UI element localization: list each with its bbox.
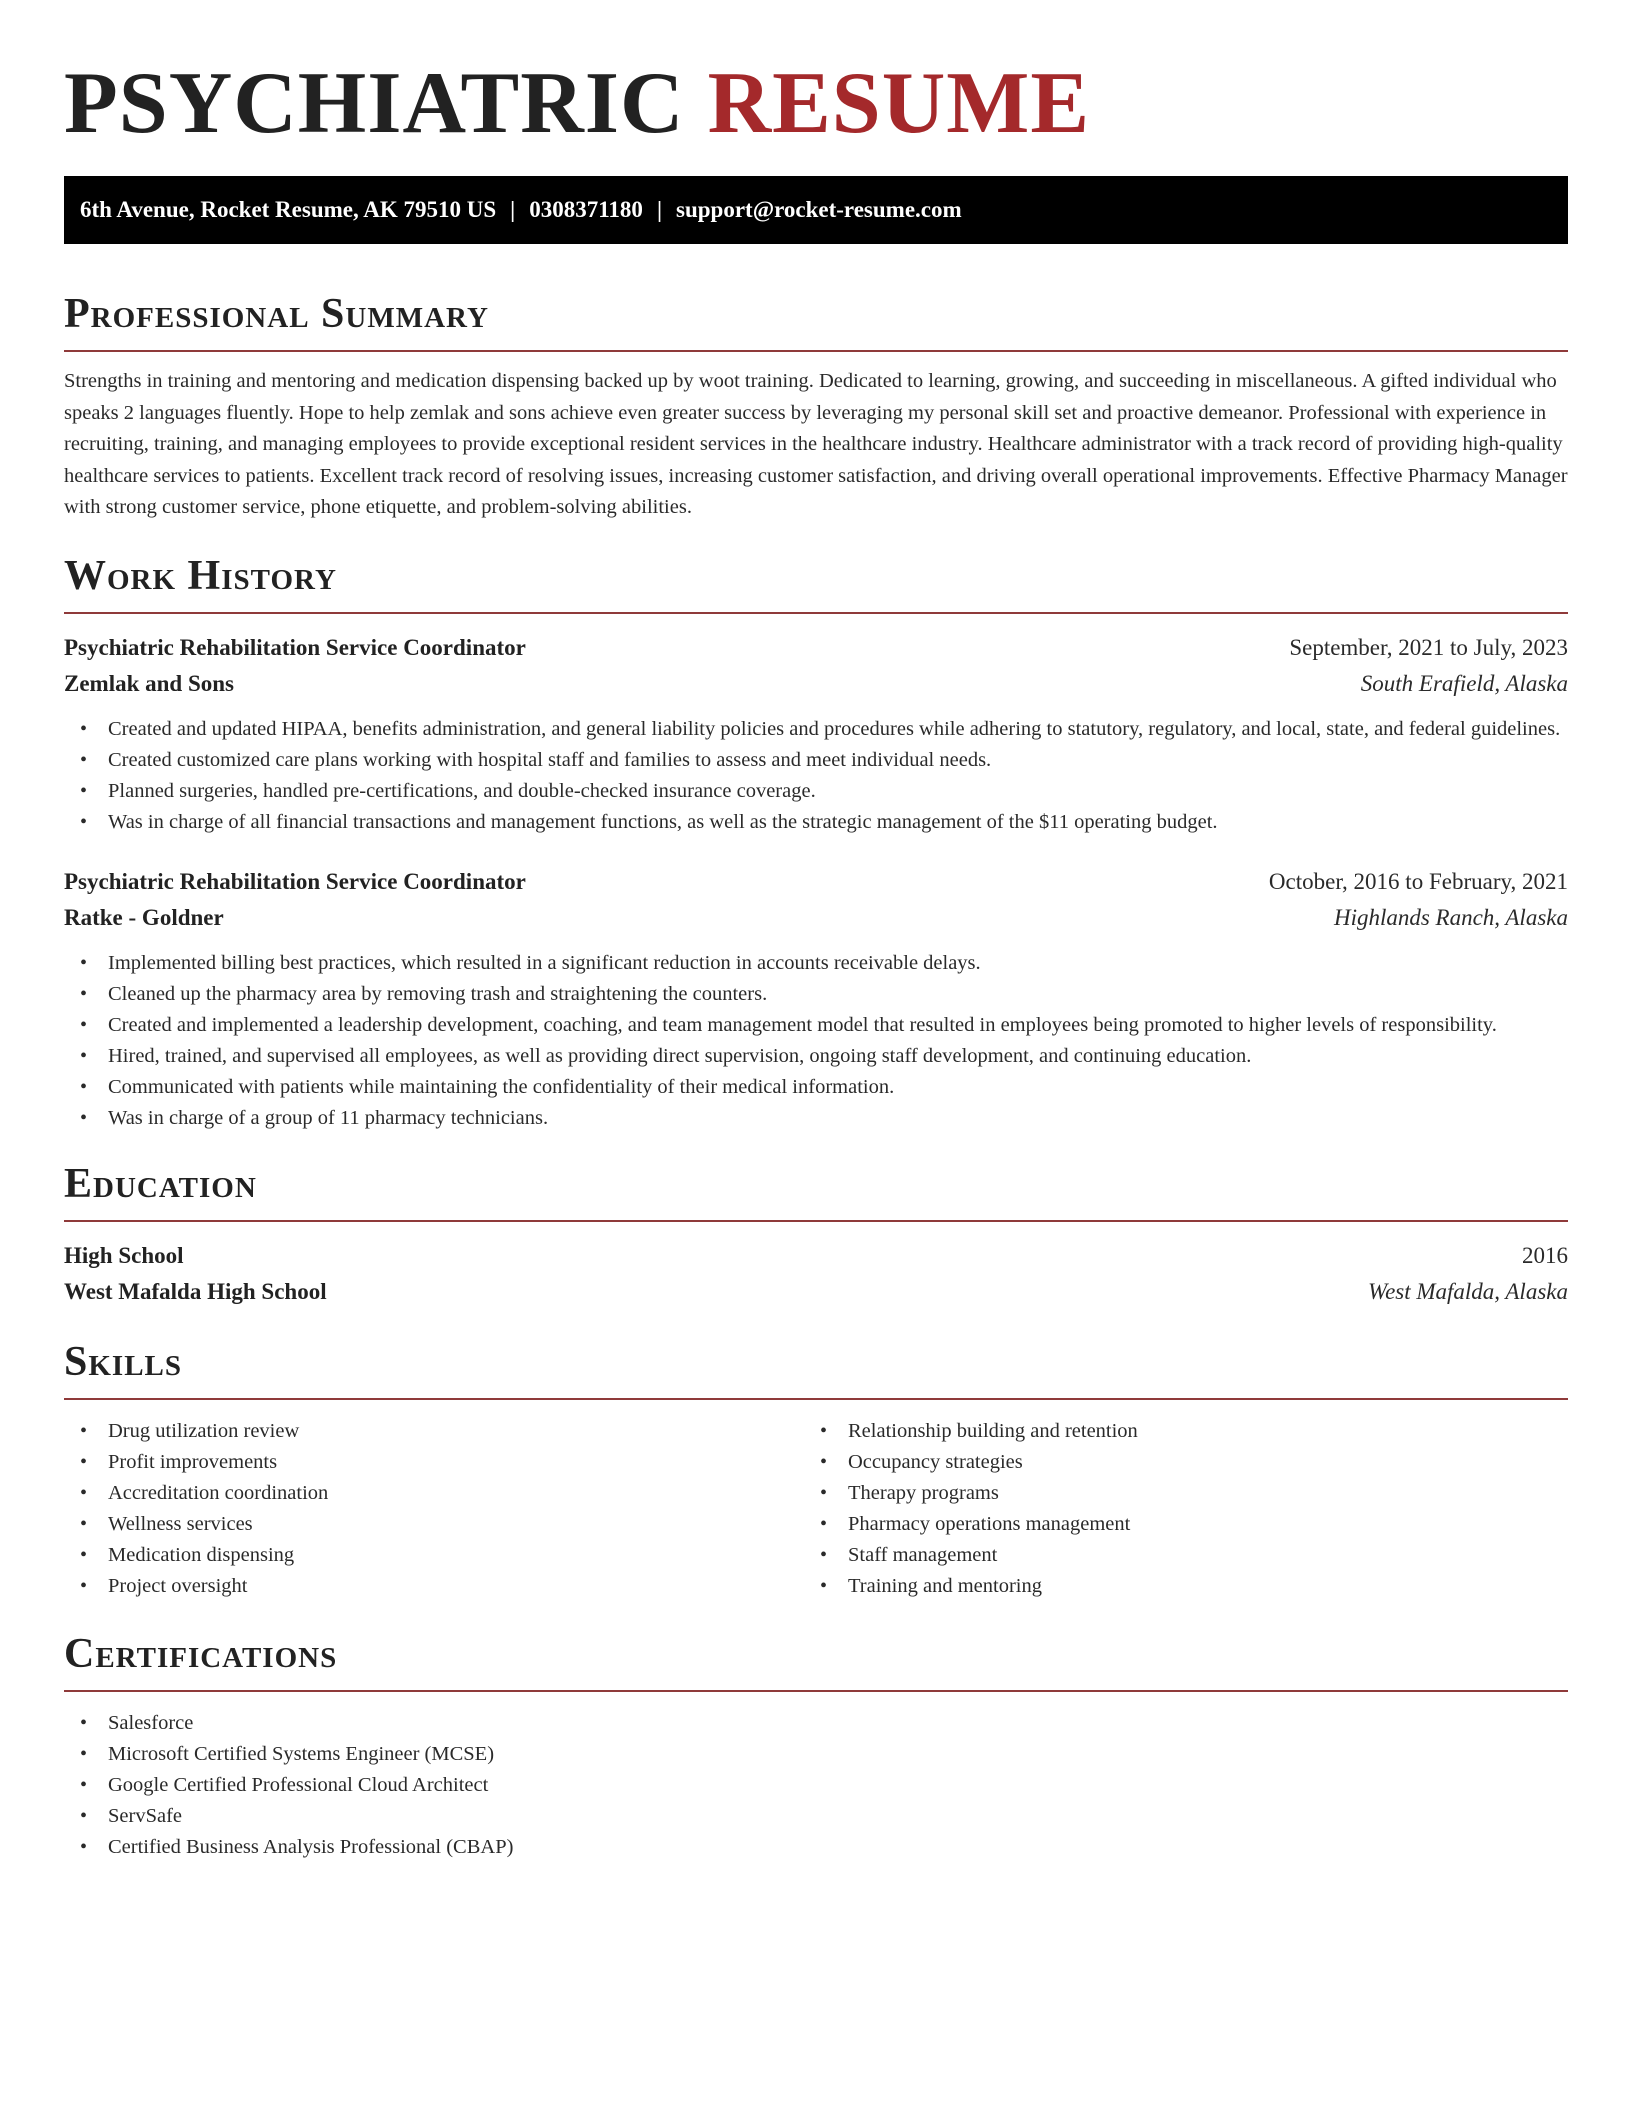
list-item: • Implemented billing best practices, which resulted in a significant reduction in accounts receivable delays. (64, 948, 1568, 979)
job-entry (64, 864, 1568, 1134)
company-name: Ratke - Goldner (64, 904, 224, 930)
certification-item: • Microsoft Certified Systems Engineer (MCSE) (64, 1739, 1568, 1770)
section-divider (64, 612, 1568, 614)
job-dates: September, 2021 to July, 2023 (1289, 634, 1568, 660)
certifications-section (64, 1628, 1568, 1863)
skill-item: • Medication dispensing (64, 1540, 804, 1571)
list-item: • Created and implemented a leadership development, coaching, and team management model that resulted in employees being promoted to higher levels of responsibility. (64, 1010, 1568, 1041)
title-main: PSYCHIATRIC (64, 55, 685, 152)
skills-section (64, 1336, 1568, 1602)
section-title-education: Education (64, 1160, 257, 1207)
education-year: 2016 (1522, 1242, 1568, 1268)
section-title-work-history: Work History (64, 552, 337, 599)
list-item: • Was in charge of all financial transactions and management functions, as well as the strategic management of the $11 operating budget. (64, 807, 1568, 838)
work-history-section (64, 550, 1568, 1134)
skills-list-right (804, 1416, 1544, 1602)
education-location: West Mafalda, Alaska (1368, 1278, 1568, 1304)
education-degree: High School (64, 1242, 184, 1268)
title-accent: RESUME (707, 55, 1091, 152)
certification-item: • Salesforce (64, 1708, 1568, 1739)
list-item: • Created customized care plans working with hospital staff and families to assess and meet individual needs. (64, 745, 1568, 776)
section-title-skills: Skills (64, 1338, 183, 1385)
skill-item: • Pharmacy operations management (804, 1509, 1544, 1540)
section-divider (64, 1690, 1568, 1692)
list-item: • Planned surgeries, handled pre-certifications, and double-checked insurance coverage. (64, 776, 1568, 807)
section-title-summary: Professional Summary (64, 291, 489, 337)
contact-separator: | (510, 197, 516, 222)
education-section (64, 1158, 1568, 1310)
section-divider (64, 1398, 1568, 1400)
skill-item: • Accreditation coordination (64, 1478, 804, 1509)
section-divider (64, 1220, 1568, 1222)
list-item: • Created and updated HIPAA, benefits administration, and general liability policies and procedures while adhering to statutory, regulatory, and local, state, and federal guidelines. (64, 714, 1568, 745)
section-divider (64, 350, 1568, 352)
certification-item: • Certified Business Analysis Professional (CBAP) (64, 1832, 1568, 1863)
skill-item: • Wellness services (64, 1509, 804, 1540)
skills-list-left (64, 1416, 804, 1602)
skill-item: • Staff management (804, 1540, 1544, 1571)
job-entry (64, 630, 1568, 838)
certifications-list (64, 1708, 1568, 1863)
job-title: Psychiatric Rehabilitation Service Coordinator (64, 868, 526, 894)
list-item: • Hired, trained, and supervised all employees, as well as providing direct supervision, ongoing staff development, and continuing education. (64, 1041, 1568, 1072)
resume-title (64, 0, 1568, 176)
job-location: Highlands Ranch, Alaska (1333, 904, 1568, 930)
job-bullet-list (64, 714, 1568, 838)
job-title: Psychiatric Rehabilitation Service Coordinator (64, 634, 526, 660)
skill-item: • Relationship building and retention (804, 1416, 1544, 1447)
contact-address: 6th Avenue, Rocket Resume, AK 79510 US (80, 197, 497, 222)
skill-item: • Drug utilization review (64, 1416, 804, 1447)
list-item: • Cleaned up the pharmacy area by removing trash and straightening the counters. (64, 979, 1568, 1010)
contact-bar (64, 176, 1568, 244)
skill-item: • Profit improvements (64, 1447, 804, 1478)
summary-text: Strengths in training and mentoring and medication dispensing backed up by woot training. Dedicated to learning, growing, and succeeding in miscellaneous. A gifted individual who speaks 2 languages fluently. Hope to help zemlak and sons achieve even greater success by leveraging my personal skill set and proactive demeanor. Professional with experience in recruiting, training, and managing employees to provide exceptional resident services in the healthcare industry. Healthcare administrator with a track record of providing high-quality healthcare services to patients. Excellent track record of resolving issues, increasing customer satisfaction, and driving overall operational improvements. Effective Pharmacy Manager with strong customer service, phone etiquette, and problem-solving abilities. (64, 370, 1568, 518)
certification-item: • Google Certified Professional Cloud Architect (64, 1770, 1568, 1801)
company-name: Zemlak and Sons (64, 670, 235, 696)
skill-item: • Training and mentoring (804, 1571, 1544, 1602)
skill-item: • Occupancy strategies (804, 1447, 1544, 1478)
job-dates: October, 2016 to February, 2021 (1268, 868, 1568, 894)
contact-phone: 0308371180 (529, 197, 643, 222)
contact-separator: | (656, 197, 663, 222)
skills-grid (64, 1416, 1568, 1602)
education-school: West Mafalda High School (64, 1278, 327, 1304)
skill-item: • Project oversight (64, 1571, 804, 1602)
summary-section (64, 288, 1568, 524)
list-item: • Was in charge of a group of 11 pharmacy technicians. (64, 1103, 1568, 1134)
section-title-certifications: Certifications (64, 1630, 338, 1677)
certification-item: • ServSafe (64, 1801, 1568, 1832)
job-bullet-list (64, 948, 1568, 1134)
list-item: • Communicated with patients while maintaining the confidentiality of their medical information. (64, 1072, 1568, 1103)
contact-email: support@rocket-resume.com (676, 197, 962, 222)
skill-item: • Therapy programs (804, 1478, 1544, 1509)
job-location: South Erafield, Alaska (1360, 670, 1568, 696)
